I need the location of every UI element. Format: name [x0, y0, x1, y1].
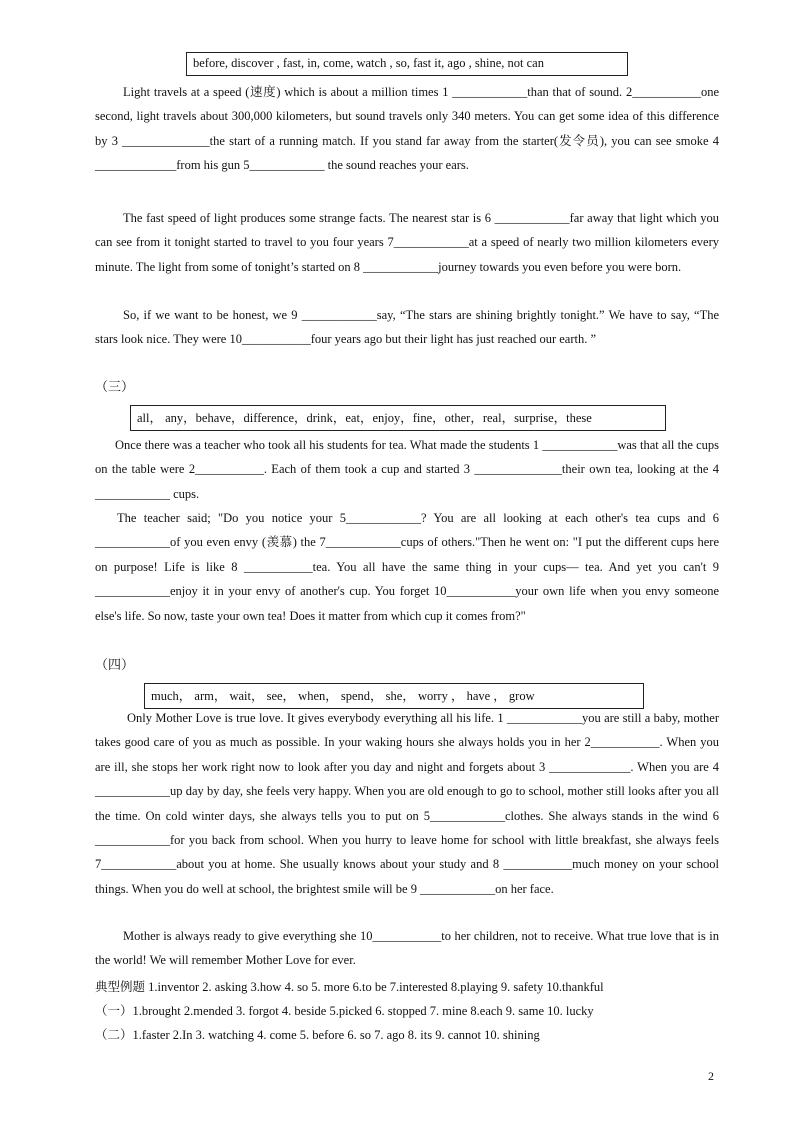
section-heading-4: （四）	[95, 657, 135, 672]
passage3-paragraph-2: The teacher said; "Do you notice your 5____________? You are all looking at each other's tea cups and 6 ____________of you even envy (羡慕) the 7____________cups of others."Then he went on: "I put the different cups here on purpose! Life is like 8 ___________tea. You all have the same thing in your cups— tea. And yet you can't 9 ____________enjoy it in your envy of another's cup. You forget 10___________your own life when you envy someone else's life. So now, taste your own tea! Does it matter from which cup it comes from?"	[95, 511, 719, 623]
answer-line-1: 典型例题 1.inventor 2. asking 3.how 4. so 5. more 6.to be 7.interested 8.playing 9. safety 10.thankful	[95, 980, 604, 994]
passage2-paragraph-3: So, if we want to be honest, we 9 ____________say, “The stars are shining brightly tonight.” We have to say, “The stars look nice. They were 10___________four years ago but their light has just reached our earth. ”	[95, 308, 719, 347]
page-number: 2	[708, 1069, 714, 1083]
word-box-4: much， arm， wait， see， when， spend， she， worry ， have ， grow	[144, 683, 644, 709]
answer-line-3: （二）1.faster 2.In 3. watching 4. come 5. before 6. so 7. ago 8. its 9. cannot 10. shining	[95, 1028, 540, 1042]
passage4-paragraph-1: Only Mother Love is true love. It gives everybody everything all his life. 1 ____________you are still a baby, mother takes good care of you as much as possible. In your waking hours she always holds you in her 2___________. When you are ill, she stops her work right now to look after you day and night and forgets about 3 _____________. When you are 4 ____________up day by day, she feels very happy. When you are old enough to go to school, mother still looks after you all the time. On cold winter days, she always tells you to put on 5____________clothes. She always stands in the wind 6 ____________for you back from school. When you hurry to leave home for school with little breakfast, she always feels 7____________about you at home. She usually knows about your study and 8 ___________much money on your school things. When you do well at school, the brightest smile will be 9 ____________on her face.	[95, 711, 719, 896]
passage2-paragraph-1: Light travels at a speed (速度) which is about a million times 1 ____________than that of sound. 2___________one second, light travels about 300,000 kilometers, but sound travels only 340 meters. You can get some idea of this difference by 3 ______________the start of a running match. If you stand far away from the starter(发令员), you can see smoke 4 _____________from his gun 5____________ the sound reaches your ears.	[95, 85, 719, 173]
section-heading-3: （三）	[95, 379, 135, 394]
word-box-3: all， any，behave，difference，drink，eat，enjoy，fine，other，real，surprise，these	[130, 405, 666, 431]
passage3-paragraph-1: Once there was a teacher who took all his students for tea. What made the students 1 ____________was that all the cups on the table were 2___________. Each of them took a cup and started 3 ______________their own tea, looking at the 4 ____________ cups.	[95, 438, 719, 501]
passage4-paragraph-2: Mother is always ready to give everything she 10___________to her children, not to receive. What true love that is in the world! We will remember Mother Love for ever.	[95, 929, 719, 968]
passage2-paragraph-2: The fast speed of light produces some strange facts. The nearest star is 6 ____________far away that light which you can see from it tonight started to travel to you four years 7____________at a speed of nearly two million kilometers every minute. The light from some of tonight’s started on 8 ____________journey towards you even before you were born.	[95, 211, 719, 274]
word-box-2: before, discover , fast, in, come, watch , so, fast it, ago , shine, not can	[186, 52, 628, 76]
answer-line-2: （一）1.brought 2.mended 3. forgot 4. beside 5.picked 6. stopped 7. mine 8.each 9. same 10. lucky	[95, 1004, 594, 1018]
